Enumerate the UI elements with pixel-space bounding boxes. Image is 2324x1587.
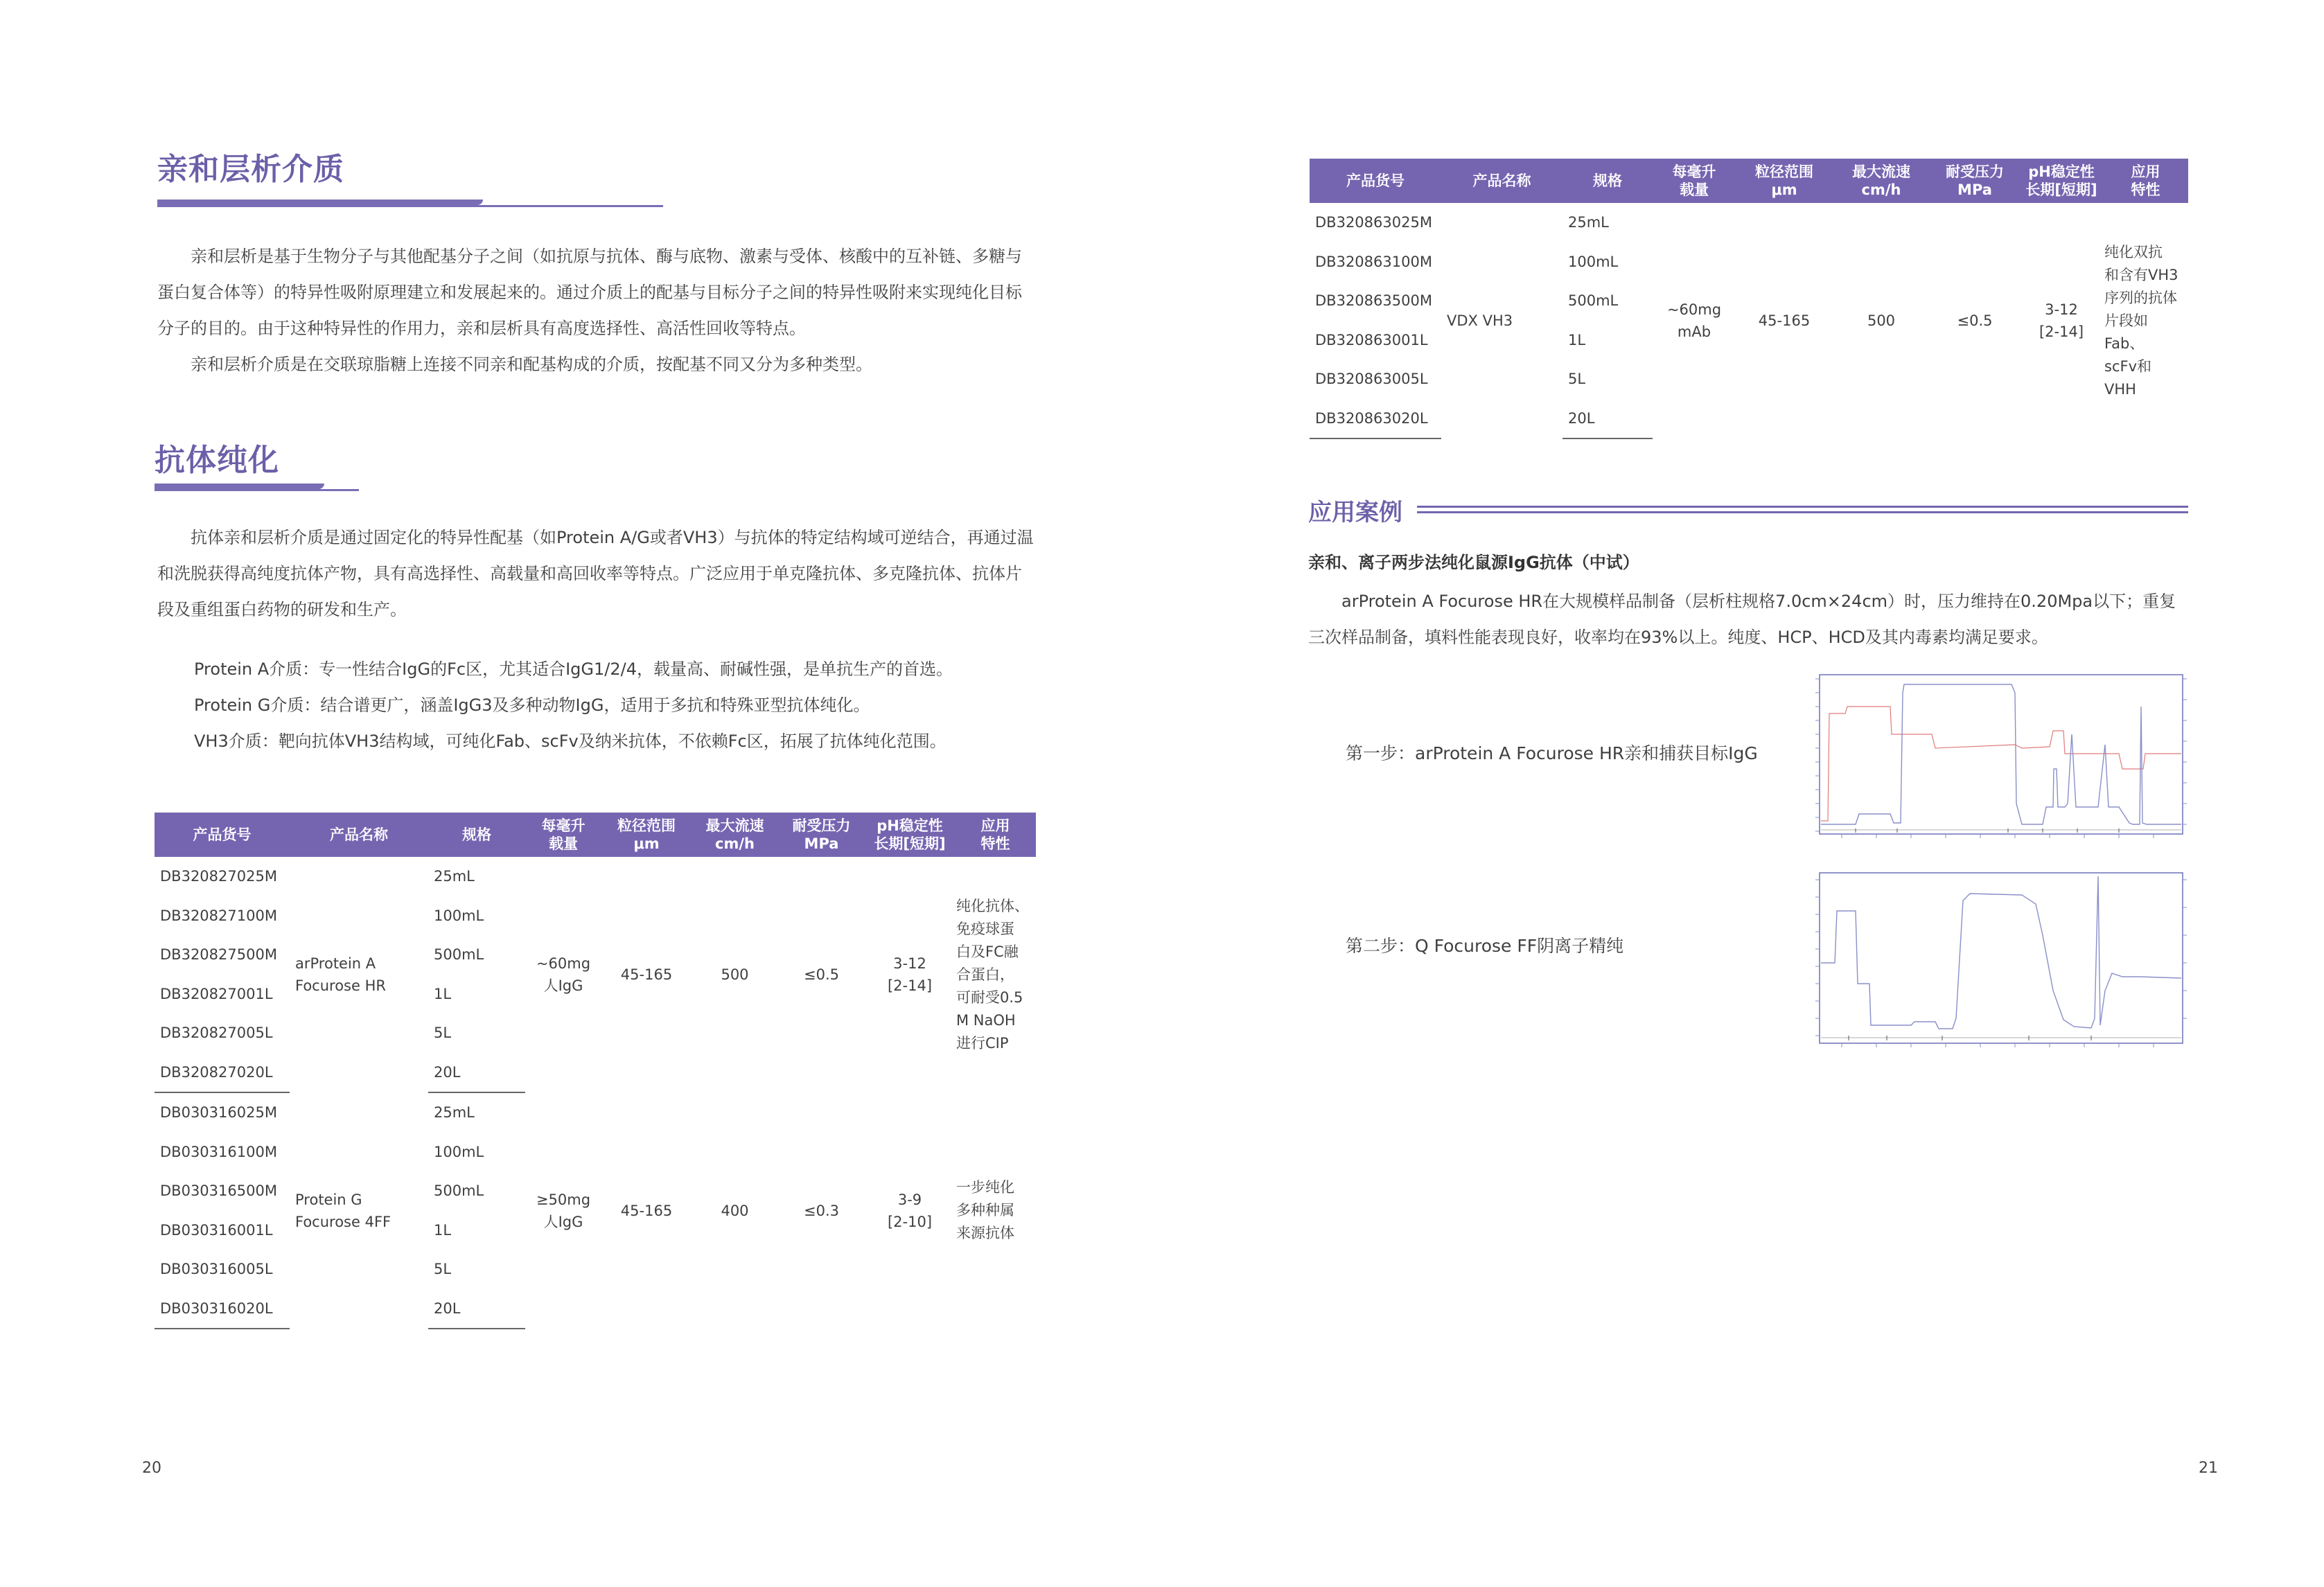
pressure-cell-line: ≤0.3 <box>804 1202 839 1219</box>
product-name-cell <box>1441 203 1562 438</box>
size-cell: 5L <box>1568 371 1586 388</box>
product-table-left <box>155 813 1036 1329</box>
size-cell: 1L <box>434 1221 452 1239</box>
pressure-cell <box>1930 203 2020 438</box>
application-cell-line: 纯化双抗 <box>2104 243 2163 260</box>
left-axis-ticks <box>1815 679 1820 831</box>
application-cell-line: 合蛋白， <box>956 966 1014 983</box>
flow-cell <box>692 1092 778 1329</box>
application-cell-line: 免疫球蛋 <box>956 920 1014 937</box>
header-line: cm/h <box>715 835 755 852</box>
size-cell: 100mL <box>434 907 484 924</box>
sku-cell: DB320863100M <box>1315 253 1432 270</box>
capacity-cell-line: ~60mg <box>536 955 591 972</box>
title-underline <box>157 200 483 205</box>
product-name-cell <box>290 1092 428 1329</box>
application-cell-line: 白及FC融 <box>956 943 1019 960</box>
sku-cell: DB030316020L <box>155 1289 290 1329</box>
ph-cell <box>2020 203 2103 438</box>
pressure-cell-line: ≤0.5 <box>1957 312 1993 329</box>
chromatogram-1-svg <box>1814 665 2188 852</box>
step-1-label: 第一步：arProtein A Focurose HR亲和捕获目标IgG <box>1346 743 1758 763</box>
application-cell-line: 来源抗体 <box>956 1225 1014 1241</box>
header-line: 最大流速 <box>705 817 764 834</box>
plot-frame <box>1820 675 2183 834</box>
header-line: 应用 <box>980 817 1010 834</box>
page-number-left: 20 <box>142 1460 161 1477</box>
case-text <box>1308 583 2188 655</box>
plot-frame <box>1820 873 2183 1043</box>
size-cell: 5L <box>434 1261 452 1278</box>
table-header-cell <box>1441 159 1562 203</box>
sku-cell: DB320863001L <box>1315 331 1428 348</box>
particle-cell-line: 45-165 <box>620 1202 673 1219</box>
table-header-row <box>1310 159 2188 203</box>
header-line: 产品名称 <box>1472 172 1531 189</box>
header-line: 产品货号 <box>1346 172 1405 189</box>
sku-cell: DB320827500M <box>160 946 277 964</box>
header-line: cm/h <box>1861 181 1901 198</box>
size-cell: 20L <box>1562 399 1653 439</box>
sku-cell: DB320827025M <box>160 868 277 885</box>
ph-cell <box>865 857 955 1092</box>
case-heading-rule <box>1417 506 2188 508</box>
particle-cell-line: 45-165 <box>620 966 673 983</box>
header-line: 长期[短期] <box>874 835 946 852</box>
size-cell: 25mL <box>434 868 475 885</box>
capacity-cell <box>525 1092 601 1329</box>
flow-cell-line: 500 <box>721 966 749 983</box>
capacity-cell-line: ~60mg <box>1666 301 1722 318</box>
table-header-cell <box>601 813 692 857</box>
application-cell-line: 可耐受0.5 <box>956 988 1023 1006</box>
ph-cell-line: [2-14] <box>887 977 933 994</box>
header-line: 粒径范围 <box>1755 163 1813 180</box>
case-title: 亲和、离子两步法纯化鼠源IgG抗体（中试） <box>1308 553 1639 572</box>
particle-cell <box>1736 203 1833 438</box>
product-name-line: VDX VH3 <box>1447 312 1513 329</box>
particle-cell <box>601 857 692 1092</box>
header-line: MPa <box>804 835 839 852</box>
x-axis-ticks <box>1842 834 2154 838</box>
table-header-cell <box>1562 159 1653 203</box>
case-heading-rule <box>1417 511 2188 513</box>
header-line: 每毫升 <box>1672 163 1716 180</box>
section-text <box>157 520 1037 628</box>
capacity-cell-line: 人IgG <box>543 977 583 994</box>
capacity-cell-line: ≥50mg <box>536 1191 591 1208</box>
application-cell-line: 和含有VH3 <box>2104 266 2178 283</box>
chromatogram-step-1 <box>1814 665 2188 852</box>
table-header-cell <box>778 813 865 857</box>
table-header-cell <box>1653 159 1736 203</box>
header-line: 耐受压力 <box>1946 163 2004 180</box>
table-header-cell <box>2020 159 2103 203</box>
section-underline <box>155 484 324 489</box>
table-header-cell <box>1930 159 2020 203</box>
pressure-cell <box>778 1092 865 1329</box>
sku-cell: DB320863025M <box>1315 214 1432 231</box>
table-header-cell <box>290 813 428 857</box>
size-cell: 500mL <box>434 946 484 964</box>
section-title: 抗体纯化 <box>155 443 279 478</box>
size-cell: 20L <box>428 1053 525 1093</box>
media-list-item: Protein A介质：专一性结合IgG的Fc区，尤其适合IgG1/2/4，载量高、耐碱性强，是单抗生产的首选。 <box>194 659 953 679</box>
section-underline-thin <box>155 489 359 491</box>
sku-cell: DB320863500M <box>1315 292 1432 310</box>
header-line: 特性 <box>2131 181 2160 198</box>
step-2-label: 第二步：Q Focurose FF阴离子精纯 <box>1346 936 1624 956</box>
size-cell: 500mL <box>1568 292 1619 310</box>
header-line: 最大流速 <box>1852 163 1910 180</box>
capacity-cell-line: mAb <box>1677 323 1711 340</box>
sku-cell: DB030316025M <box>160 1104 277 1121</box>
header-line: 产品名称 <box>330 826 388 843</box>
application-cell-line: M NaOH <box>956 1011 1016 1029</box>
header-line: 特性 <box>980 835 1010 852</box>
sku-cell: DB030316500M <box>160 1182 277 1200</box>
x-axis-ticks <box>1842 1043 2154 1047</box>
pressure-cell-line: ≤0.5 <box>804 966 839 983</box>
table-header-cell <box>1833 159 1930 203</box>
sku-cell: DB320827005L <box>160 1025 273 1042</box>
uv-trace <box>1821 876 2181 1029</box>
sku-cell: DB030316005L <box>160 1261 273 1278</box>
size-cell: 25mL <box>434 1104 475 1121</box>
product-name-cell <box>290 857 428 1092</box>
header-line: 应用 <box>2131 163 2160 180</box>
case-paragraph: arProtein A Focurose HR在大规模样品制备（层析柱规格7.0cm×24cm）时，压力维持在0.20Mpa以下；重复三次样品制备，填料性能表现良好，收率均在93%以上。纯度、HCP、HCD及其内毒素均满足要求。 <box>1308 592 2176 647</box>
right-axis-ticks <box>2183 679 2187 824</box>
table-header-row <box>155 813 1036 857</box>
application-cell <box>955 857 1036 1092</box>
conductivity-trace <box>1821 707 2181 821</box>
header-line: pH稳定性 <box>2028 163 2095 180</box>
sku-cell: DB320863020L <box>1310 399 1441 439</box>
section-paragraph: 抗体亲和层析介质是通过固定化的特异性配基（如Protein A/G或者VH3）与抗体的特定结构域可逆结合，再通过温和洗脱获得高纯度抗体产物，具有高选择性、高载量和高回收率等特点。广泛应用于单克隆抗体、多克隆抗体、抗体片段及重组蛋白药物的研发和生产。 <box>157 528 1034 619</box>
application-cell-line: 进行CIP <box>956 1034 1009 1052</box>
media-list-item: VH3介质：靶向抗体VH3结构域，可纯化Fab、scFv及纳米抗体，不依赖Fc区，拓展了抗体纯化范围。 <box>194 732 947 751</box>
table-header-cell <box>1310 159 1441 203</box>
ph-cell-line: 3-12 <box>2045 301 2078 318</box>
particle-cell <box>601 1092 692 1329</box>
ph-cell-line: [2-10] <box>887 1213 933 1230</box>
product-name-line: Protein G <box>295 1191 362 1208</box>
table-header-cell <box>865 813 955 857</box>
header-line: 规格 <box>462 826 491 843</box>
table-header-cell <box>525 813 601 857</box>
table-header-cell <box>155 813 290 857</box>
chromatogram-step-2 <box>1814 859 2188 1060</box>
media-list-item: Protein G介质：结合谱更广，涵盖IgG3及多种动物IgG，适用于多抗和特殊亚型抗体纯化。 <box>194 695 870 715</box>
application-cell-line: 序列的抗体 <box>2104 289 2177 306</box>
title-underline-thin <box>157 205 663 207</box>
uv-trace <box>1821 684 2181 824</box>
product-name-line: Focurose 4FF <box>295 1213 391 1230</box>
chromatogram-2-svg <box>1814 859 2188 1060</box>
pressure-cell <box>778 857 865 1092</box>
fraction-marks <box>1856 828 2119 833</box>
intro-paragraph-1: 亲和层析是基于生物分子与其他配基分子之间（如抗原与抗体、酶与底物、激素与受体、核酸中的互补链、多糖与蛋白复合体等）的特异性吸附原理建立和发展起来的。通过介质上的配基与目标分子之间的特异性吸附来实现纯化目标分子的目的。由于这种特异性的作用力，亲和层析具有高度选择性、高活性回收等特点。 <box>157 247 1022 338</box>
application-cell-line: 纯化抗体、 <box>956 897 1029 914</box>
capacity-cell-line: 人IgG <box>543 1213 583 1230</box>
sku-cell: DB320827001L <box>160 985 273 1002</box>
ph-cell-line: 3-9 <box>897 1191 922 1208</box>
table-row <box>1310 203 2188 242</box>
sku-cell: DB030316001L <box>160 1221 273 1239</box>
size-cell: 100mL <box>434 1143 484 1160</box>
flow-cell <box>1833 203 1930 438</box>
header-line: pH稳定性 <box>877 817 943 834</box>
capacity-cell <box>525 857 601 1092</box>
table-header-cell <box>2103 159 2188 203</box>
header-line: 长期[短期] <box>2025 181 2097 198</box>
right-axis-ticks <box>2183 880 2187 1018</box>
page-number-right: 21 <box>2199 1460 2218 1477</box>
size-cell: 20L <box>428 1289 525 1329</box>
flow-cell <box>692 857 778 1092</box>
size-cell: 1L <box>1568 331 1586 348</box>
intro-text <box>157 238 1037 382</box>
intro-paragraph-2: 亲和层析介质是在交联琼脂糖上连接不同亲和配基构成的介质，按配基不同又分为多种类型。 <box>191 355 872 374</box>
size-cell: 500mL <box>434 1182 484 1200</box>
particle-cell-line: 45-165 <box>1758 312 1811 329</box>
ph-cell-line: 3-12 <box>893 955 926 972</box>
ph-cell-line: [2-14] <box>2039 323 2084 340</box>
product-name-line: arProtein A <box>295 955 376 972</box>
header-line: 载量 <box>1680 181 1709 198</box>
flow-cell-line: 500 <box>1867 312 1896 329</box>
product-name-line: Focurose HR <box>295 977 386 994</box>
capacity-cell <box>1653 203 1736 438</box>
application-cell <box>2103 203 2188 438</box>
application-cell-line: scFv和VHH <box>2104 357 2151 398</box>
application-cell-line: 片段如Fab、 <box>2104 312 2148 352</box>
ph-cell <box>865 1092 955 1329</box>
left-axis-ticks <box>1815 880 1820 1036</box>
page-title: 亲和层析介质 <box>157 152 344 187</box>
size-cell: 1L <box>434 985 452 1002</box>
sku-cell: DB320827020L <box>155 1053 290 1093</box>
table-row <box>155 857 1036 896</box>
header-line: 载量 <box>549 835 578 852</box>
size-cell: 25mL <box>1568 214 1609 231</box>
flow-cell-line: 400 <box>721 1202 749 1219</box>
header-line: μm <box>633 835 660 852</box>
size-cell: 100mL <box>1568 253 1619 270</box>
application-cell-line: 多种种属 <box>956 1202 1014 1218</box>
case-heading: 应用案例 <box>1308 499 1402 526</box>
header-line: 耐受压力 <box>792 817 851 834</box>
table-header-cell <box>428 813 525 857</box>
sku-cell: DB030316100M <box>160 1143 277 1160</box>
table-header-cell <box>692 813 778 857</box>
application-cell <box>955 1092 1036 1329</box>
table-header-cell <box>1736 159 1833 203</box>
header-line: 产品货号 <box>193 826 252 843</box>
product-table-right <box>1310 159 2188 439</box>
sku-cell: DB320863005L <box>1315 371 1428 388</box>
header-line: 每毫升 <box>541 817 586 834</box>
size-cell: 5L <box>434 1025 452 1042</box>
header-line: 规格 <box>1593 172 1622 189</box>
media-list <box>194 651 1053 759</box>
sku-cell: DB320827100M <box>160 907 277 924</box>
application-cell-line: 一步纯化 <box>956 1179 1014 1196</box>
table-header-cell <box>955 813 1036 857</box>
header-line: MPa <box>1957 181 1992 198</box>
header-line: 粒径范围 <box>617 817 676 834</box>
table-row <box>155 1092 1036 1133</box>
header-line: μm <box>1771 181 1797 198</box>
